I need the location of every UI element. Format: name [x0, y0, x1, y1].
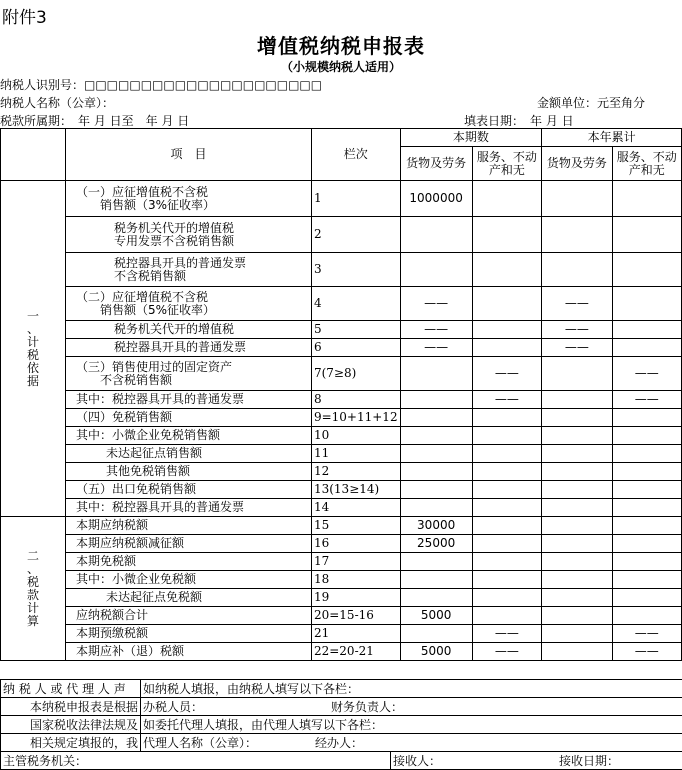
- value-cell[interactable]: [612, 481, 681, 499]
- value-cell[interactable]: ——: [542, 339, 612, 357]
- value-cell[interactable]: [612, 409, 681, 427]
- value-cell[interactable]: [612, 571, 681, 589]
- section-basis-label: 一 、 计 税 依 据: [1, 181, 66, 517]
- agent-name-label: 代理人名称（公章）：: [143, 736, 257, 750]
- tax-period-label: 税款所属期： 年 月 日至 年 月 日: [0, 112, 189, 129]
- declaration-line-1: 本纳税申报表是根据: [1, 698, 141, 716]
- value-cell[interactable]: ——: [472, 357, 541, 391]
- value-cell[interactable]: [612, 339, 681, 357]
- value-cell[interactable]: [472, 339, 541, 357]
- value-cell[interactable]: [400, 553, 472, 571]
- value-cell[interactable]: [542, 391, 612, 409]
- handler-label: 办税人员：: [143, 700, 203, 714]
- value-cell[interactable]: [542, 571, 612, 589]
- row-line-number: 17: [311, 553, 400, 571]
- header-services-year: 服务、不动产和无: [612, 147, 681, 181]
- table-row: [1, 181, 682, 217]
- row-line-number: 18: [311, 571, 400, 589]
- value-cell[interactable]: [542, 357, 612, 391]
- row-item: 其中：税控器具开具的普通发票: [65, 499, 311, 517]
- value-cell[interactable]: [400, 499, 472, 517]
- value-cell[interactable]: [612, 499, 681, 517]
- value-cell[interactable]: [542, 643, 612, 661]
- value-cell[interactable]: [400, 463, 472, 481]
- self-filing-note: 如纳税人填报，由纳税人填写以下各栏：: [141, 680, 682, 698]
- header-goods-current: 货物及劳务: [400, 147, 472, 181]
- value-cell[interactable]: 5000: [400, 607, 472, 625]
- table-row: [1, 481, 682, 499]
- value-cell[interactable]: [400, 445, 472, 463]
- receiver-label: 接收人：: [393, 754, 441, 768]
- row-item: 本期预缴税额: [65, 625, 311, 643]
- value-cell[interactable]: [400, 391, 472, 409]
- value-cell[interactable]: [542, 535, 612, 553]
- row-item: 未达起征点免税额: [65, 589, 311, 607]
- row-item: 税务机关代开的增值税: [65, 321, 311, 339]
- row-item: 未达起征点销售额: [65, 445, 311, 463]
- row-line-number: 22=20-21: [311, 643, 400, 661]
- value-cell[interactable]: [472, 607, 541, 625]
- table-row: [1, 589, 682, 607]
- row-line-number: 9=10+11+12: [311, 409, 400, 427]
- value-cell[interactable]: 25000: [400, 535, 472, 553]
- value-cell[interactable]: [400, 625, 472, 643]
- handler-row: [141, 698, 682, 716]
- row-line-number: 7(7≥8): [311, 357, 400, 391]
- finance-label: 财务负责人：: [331, 700, 403, 714]
- value-cell[interactable]: 5000: [400, 643, 472, 661]
- value-cell[interactable]: [612, 253, 681, 287]
- table-row: [1, 409, 682, 427]
- table-row: [1, 357, 682, 391]
- value-cell[interactable]: [472, 253, 541, 287]
- row-item: （二）应征增值税不含税 销售额（5%征收率）: [65, 287, 311, 321]
- agent-handler-label: 经办人：: [315, 736, 363, 750]
- table-row: [1, 339, 682, 357]
- table-row: [1, 321, 682, 339]
- section-calc-label: 二 、 税 款 计 算: [1, 517, 66, 661]
- value-cell[interactable]: [612, 535, 681, 553]
- table-row: [1, 391, 682, 409]
- form-title: 增值税纳税申报表: [0, 30, 682, 59]
- value-cell[interactable]: [542, 217, 612, 253]
- declaration-table: [0, 128, 682, 661]
- table-row: [1, 253, 682, 287]
- row-item: 本期应补（退）税额: [65, 643, 311, 661]
- value-cell[interactable]: [612, 321, 681, 339]
- row-line-number: 20=15-16: [311, 607, 400, 625]
- value-cell[interactable]: [612, 553, 681, 571]
- row-item: 本期应纳税额: [65, 517, 311, 535]
- value-cell[interactable]: [472, 445, 541, 463]
- value-cell[interactable]: [612, 217, 681, 253]
- footer-table: [0, 679, 682, 770]
- value-cell[interactable]: [542, 625, 612, 643]
- row-line-number: 6: [311, 339, 400, 357]
- row-item: （三）销售使用过的固定资产 不含税销售额: [65, 357, 311, 391]
- value-cell[interactable]: ——: [400, 339, 472, 357]
- declaration-line-2: 国家税收法律法规及: [1, 716, 141, 734]
- header-goods-year: 货物及劳务: [542, 147, 612, 181]
- row-item: （五）出口免税销售额: [65, 481, 311, 499]
- header-item: 项 目: [65, 129, 311, 181]
- row-line-number: 21: [311, 625, 400, 643]
- value-cell[interactable]: [472, 287, 541, 321]
- value-cell[interactable]: ——: [612, 357, 681, 391]
- row-line-number: 5: [311, 321, 400, 339]
- header-services-current: 服务、不动产和无: [472, 147, 541, 181]
- row-line-number: 19: [311, 589, 400, 607]
- value-cell[interactable]: [400, 571, 472, 589]
- value-cell[interactable]: [472, 409, 541, 427]
- table-row: [1, 427, 682, 445]
- value-cell[interactable]: [542, 463, 612, 481]
- value-cell[interactable]: ——: [400, 287, 472, 321]
- value-cell[interactable]: 30000: [400, 517, 472, 535]
- row-line-number: 16: [311, 535, 400, 553]
- row-line-number: 2: [311, 217, 400, 253]
- value-cell[interactable]: 1000000: [400, 181, 472, 217]
- value-cell[interactable]: [612, 445, 681, 463]
- value-cell[interactable]: [400, 357, 472, 391]
- value-cell[interactable]: [472, 589, 541, 607]
- table-row: [1, 625, 682, 643]
- value-cell[interactable]: [612, 463, 681, 481]
- table-row: [1, 517, 682, 535]
- row-line-number: 15: [311, 517, 400, 535]
- value-cell[interactable]: ——: [612, 391, 681, 409]
- row-line-number: 10: [311, 427, 400, 445]
- row-item: 其中：小微企业免税额: [65, 571, 311, 589]
- row-line-number: 13(13≥14): [311, 481, 400, 499]
- value-cell[interactable]: [400, 217, 472, 253]
- row-item: 其中：税控器具开具的普通发票: [65, 391, 311, 409]
- row-item: 应纳税额合计: [65, 607, 311, 625]
- value-cell[interactable]: [472, 427, 541, 445]
- value-cell[interactable]: [612, 287, 681, 321]
- taxpayer-id-label: 纳税人识别号：□□□□□□□□□□□□□□□□□□□□□: [0, 76, 322, 93]
- row-line-number: 12: [311, 463, 400, 481]
- attachment-label: 附件3: [2, 3, 47, 28]
- value-cell[interactable]: [400, 589, 472, 607]
- value-cell[interactable]: [542, 607, 612, 625]
- value-cell[interactable]: [542, 517, 612, 535]
- value-cell[interactable]: [542, 253, 612, 287]
- value-cell[interactable]: [400, 481, 472, 499]
- value-cell[interactable]: [472, 463, 541, 481]
- row-item: 税控器具开具的普通发票 不含税销售额: [65, 253, 311, 287]
- value-cell[interactable]: [400, 253, 472, 287]
- table-row: [1, 535, 682, 553]
- value-cell[interactable]: [472, 499, 541, 517]
- agent-row: [141, 734, 682, 752]
- value-cell[interactable]: [542, 481, 612, 499]
- value-cell[interactable]: ——: [542, 321, 612, 339]
- amount-unit-label: 金额单位：元至角分: [537, 94, 645, 111]
- value-cell[interactable]: [400, 427, 472, 445]
- table-row: [1, 463, 682, 481]
- header-current-period: 本期数: [400, 129, 542, 147]
- table-row: [1, 445, 682, 463]
- value-cell[interactable]: [542, 553, 612, 571]
- row-item: 本期免税额: [65, 553, 311, 571]
- corner-cell: [1, 129, 66, 181]
- value-cell[interactable]: [472, 181, 541, 217]
- row-item: 税务机关代开的增值税 专用发票不含税销售额: [65, 217, 311, 253]
- value-cell[interactable]: ——: [612, 625, 681, 643]
- row-item: 其他免税销售额: [65, 463, 311, 481]
- value-cell[interactable]: [472, 481, 541, 499]
- value-cell[interactable]: [542, 181, 612, 217]
- table-row: [1, 553, 682, 571]
- header-line: 栏次: [311, 129, 400, 181]
- tax-authority-label: 主管税务机关：: [1, 752, 391, 770]
- value-cell[interactable]: [472, 571, 541, 589]
- value-cell[interactable]: [472, 321, 541, 339]
- row-line-number: 1: [311, 181, 400, 217]
- value-cell[interactable]: [472, 217, 541, 253]
- value-cell[interactable]: ——: [472, 391, 541, 409]
- table-row: [1, 643, 682, 661]
- table-row: [1, 607, 682, 625]
- row-line-number: 8: [311, 391, 400, 409]
- header-year-total: 本年累计: [542, 129, 682, 147]
- value-cell[interactable]: [612, 427, 681, 445]
- form-subtitle: （小规模纳税人适用）: [0, 58, 682, 75]
- value-cell[interactable]: [400, 409, 472, 427]
- value-cell[interactable]: [542, 427, 612, 445]
- row-line-number: 4: [311, 287, 400, 321]
- table-row: [1, 499, 682, 517]
- declaration-head: 纳 税 人 或 代 理 人 声: [1, 680, 141, 698]
- value-cell[interactable]: ——: [400, 321, 472, 339]
- row-line-number: 11: [311, 445, 400, 463]
- agent-filing-note: 如委托代理人填报，由代理人填写以下各栏：: [141, 716, 682, 734]
- value-cell[interactable]: ——: [612, 643, 681, 661]
- value-cell[interactable]: [612, 607, 681, 625]
- fill-date-label: 填表日期： 年 月 日: [464, 112, 574, 129]
- value-cell[interactable]: [612, 517, 681, 535]
- row-item: （一）应征增值税不含税 销售额（3%征收率）: [65, 181, 311, 217]
- row-item: 其中：小微企业免税销售额: [65, 427, 311, 445]
- taxpayer-name-label: 纳税人名称（公章）：: [0, 94, 114, 111]
- row-item: 本期应纳税额减征额: [65, 535, 311, 553]
- receive-row: [391, 752, 682, 770]
- value-cell[interactable]: [472, 517, 541, 535]
- declaration-line-3: 相关规定填报的，我: [1, 734, 141, 752]
- receive-date-label: 接收日期：: [559, 754, 619, 768]
- value-cell[interactable]: [472, 535, 541, 553]
- value-cell[interactable]: [542, 499, 612, 517]
- value-cell[interactable]: [612, 589, 681, 607]
- row-item: 税控器具开具的普通发票: [65, 339, 311, 357]
- row-line-number: 14: [311, 499, 400, 517]
- table-row: [1, 571, 682, 589]
- row-line-number: 3: [311, 253, 400, 287]
- value-cell[interactable]: [542, 589, 612, 607]
- table-row: [1, 217, 682, 253]
- value-cell[interactable]: [472, 553, 541, 571]
- table-row: [1, 287, 682, 321]
- value-cell[interactable]: ——: [472, 643, 541, 661]
- value-cell[interactable]: ——: [472, 625, 541, 643]
- value-cell[interactable]: ——: [542, 287, 612, 321]
- value-cell[interactable]: [612, 181, 681, 217]
- value-cell[interactable]: [542, 409, 612, 427]
- row-item: （四）免税销售额: [65, 409, 311, 427]
- value-cell[interactable]: [542, 445, 612, 463]
